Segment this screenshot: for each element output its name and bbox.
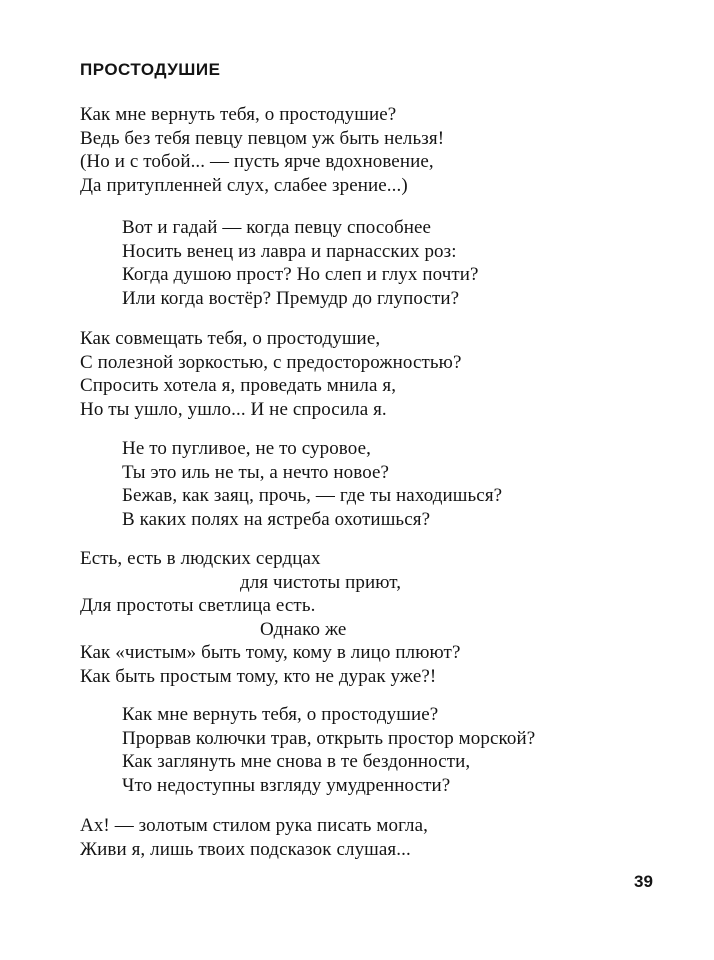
poem-line-stepped: Однако же <box>260 618 347 640</box>
poem-line: (Но и с тобой... — пусть ярче вдохновение, <box>80 151 434 172</box>
poem-line: Для простоты светлица есть. <box>80 595 316 616</box>
poem-line-stepped: для чистоты приют, <box>240 571 402 593</box>
stanza-7 <box>80 814 428 861</box>
poem-line: Прорвав колючки трав, открыть простор морской? <box>122 727 536 749</box>
poem-line: Как «чистым» быть тому, кому в лицо плюют? <box>80 642 461 663</box>
stanza-1 <box>80 103 444 197</box>
poem-line: Но ты ушло, ушло... И не спросила я. <box>80 398 387 420</box>
poem-title: ПРОСТОДУШИЕ <box>80 60 221 79</box>
poem-line: Ты это иль не ты, а нечто новое? <box>122 461 390 483</box>
poem-line: Ведь без тебя певцу певцом уж быть нельзя! <box>80 127 445 149</box>
poem-line: Или когда востёр? Премудр до глупости? <box>122 287 460 309</box>
poem-line: Не то пугливое, не то суровое, <box>122 438 371 459</box>
poem-line: Бежав, как заяц, прочь, — где ты находишься? <box>122 485 503 506</box>
page-number: 39 <box>634 872 653 891</box>
poem-line: С полезной зоркостью, с предосторожностью? <box>80 351 462 373</box>
poem-line: Вот и гадай — когда певцу способнее <box>122 217 432 238</box>
poem-line: Спросить хотела я, проведать мнила я, <box>80 375 397 396</box>
stanza-3 <box>80 327 462 421</box>
poem-line: Что недоступны взгляду умудренности? <box>122 774 451 796</box>
poem-line: Носить венец из лавра и парнасских роз: <box>122 240 457 262</box>
poem-line: Есть, есть в людских сердцах <box>80 548 321 569</box>
poem-line: Как мне вернуть тебя, о простодушие? <box>80 104 397 125</box>
poem-line: Как мне вернуть тебя, о простодушие? <box>122 704 439 725</box>
poem-line: Да притупленней слух, слабее зрение...) <box>80 174 408 196</box>
stanza-2 <box>122 216 479 310</box>
stanza-6 <box>122 703 535 797</box>
poem-line: Ах! — золотым стилом рука писать могла, <box>80 815 429 836</box>
stanza-4 <box>122 437 502 531</box>
poem-line: Живи я, лишь твоих подсказок слушая... <box>80 838 411 860</box>
stanza-5 <box>80 547 461 688</box>
poem-line: Когда душою прост? Но слеп и глух почти? <box>122 264 479 285</box>
poem-line: Как быть простым тому, кто не дурак уже?! <box>80 665 437 687</box>
poem-line: Как заглянуть мне снова в те бездонности, <box>122 751 471 772</box>
poem-line: Как совмещать тебя, о простодушие, <box>80 328 381 349</box>
poem-line: В каких полях на ястреба охотишься? <box>122 508 431 530</box>
